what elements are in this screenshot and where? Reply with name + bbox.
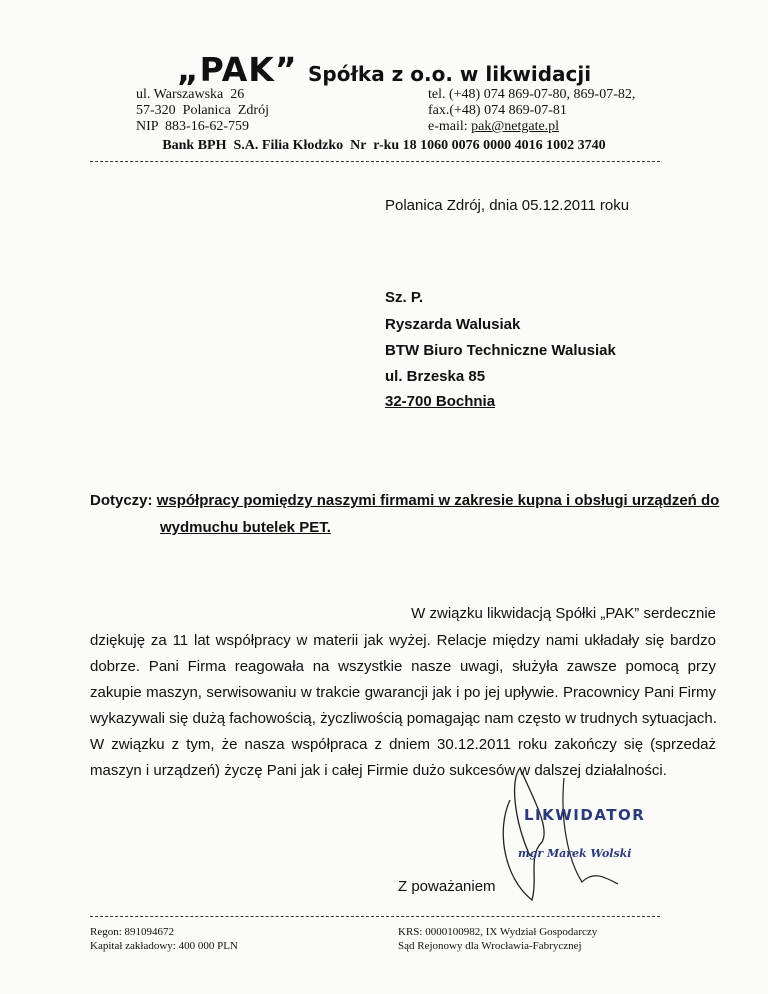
body-line-5: wykazywali się dużą fachowością, życzliwością pomagając nam często w trudnych sytuacjach. [90,710,717,727]
stamp-name: mgr Marek Wolski [518,847,632,860]
address-city: 57-320 Polanica Zdrój [136,103,269,118]
company-address [136,87,269,135]
recipient-street: ul. Brzeska 85 [385,368,486,385]
stamp-title: LIKWIDATOR [524,806,646,824]
header-divider [90,161,660,162]
recipient-company: BTW Biuro Techniczne Walusiak [385,342,616,359]
signature-flourish [563,778,618,884]
footer-left [90,925,238,953]
subject-text-line2: wydmuchu butelek PET. [160,519,331,536]
body-line-2: dziękuję za 11 lat współpracy w materii jak wyżej. Relacje między nami układały się bardzo [90,632,716,649]
company-suffix: Spółka z o.o. w likwidacji [308,62,592,86]
company-name: „PAK” [176,50,298,89]
address-nip: NIP 883-16-62-759 [136,119,250,134]
company-contact [428,87,635,135]
body-line-3: dobrze. Pani Firma reagowała na wszystkie nasze uwagi, służyła zawsze pomocą przy [90,658,716,675]
address-street: ul. Warszawska 26 [136,87,245,102]
signature-stroke [503,768,544,900]
body-line-4: zakupie maszyn, serwisowaniu w trakcie gwarancji jak i po jej upływie. Pracownicy Pani Firmy [90,684,716,701]
letterhead-company [0,50,768,89]
subject [90,487,730,541]
contact-email-line [428,119,635,135]
recipient-name: Ryszarda Walusiak [385,316,521,333]
footer-krs: KRS: 0000100982, IX Wydział Gospodarczy [398,926,598,938]
email-label: e-mail: [428,119,472,134]
body-line-6: W związku z tym, że nasza współpraca z dniem 30.12.2011 roku zakończy się (sprzedaż [90,736,716,753]
contact-phone: tel. (+48) 074 869-07-80, 869-07-82, [428,87,636,102]
footer-capital: Kapitał zakładowy: 400 000 PLN [90,940,238,952]
subject-label: Dotyczy: [90,492,157,509]
contact-fax: fax.(+48) 074 869-07-81 [428,103,567,118]
body-line-1: W związku likwidacją Spółki „PAK” serdecznie [411,605,716,622]
recipient-salutation: Sz. P. [385,289,424,306]
date-line: Polanica Zdrój, dnia 05.12.2011 roku [385,197,630,214]
email-link[interactable]: pak@netgate.pl [471,119,560,134]
footer-right [398,925,597,953]
footer-divider [90,916,660,917]
body-line-7: maszyn i urządzeń) życzę Pani jak i całej Firmie dużo sukcesów w dalszej działalności. [90,762,667,779]
footer-court: Sąd Rejonowy dla Wrocławia-Fabrycznej [398,940,582,952]
recipient-city: 32-700 Bochnia [385,393,496,410]
liquidator-stamp [490,760,670,910]
footer-regon: Regon: 891094672 [90,926,175,938]
closing: Z poważaniem [398,878,496,895]
subject-text-line1: współpracy pomiędzy naszymi firmami w zakresie kupna i obsługi urządzeń do [156,492,720,509]
bank-account: Bank BPH S.A. Filia Kłodzko Nr r-ku 18 1060 0076 0000 4016 1002 3740 [162,138,606,153]
